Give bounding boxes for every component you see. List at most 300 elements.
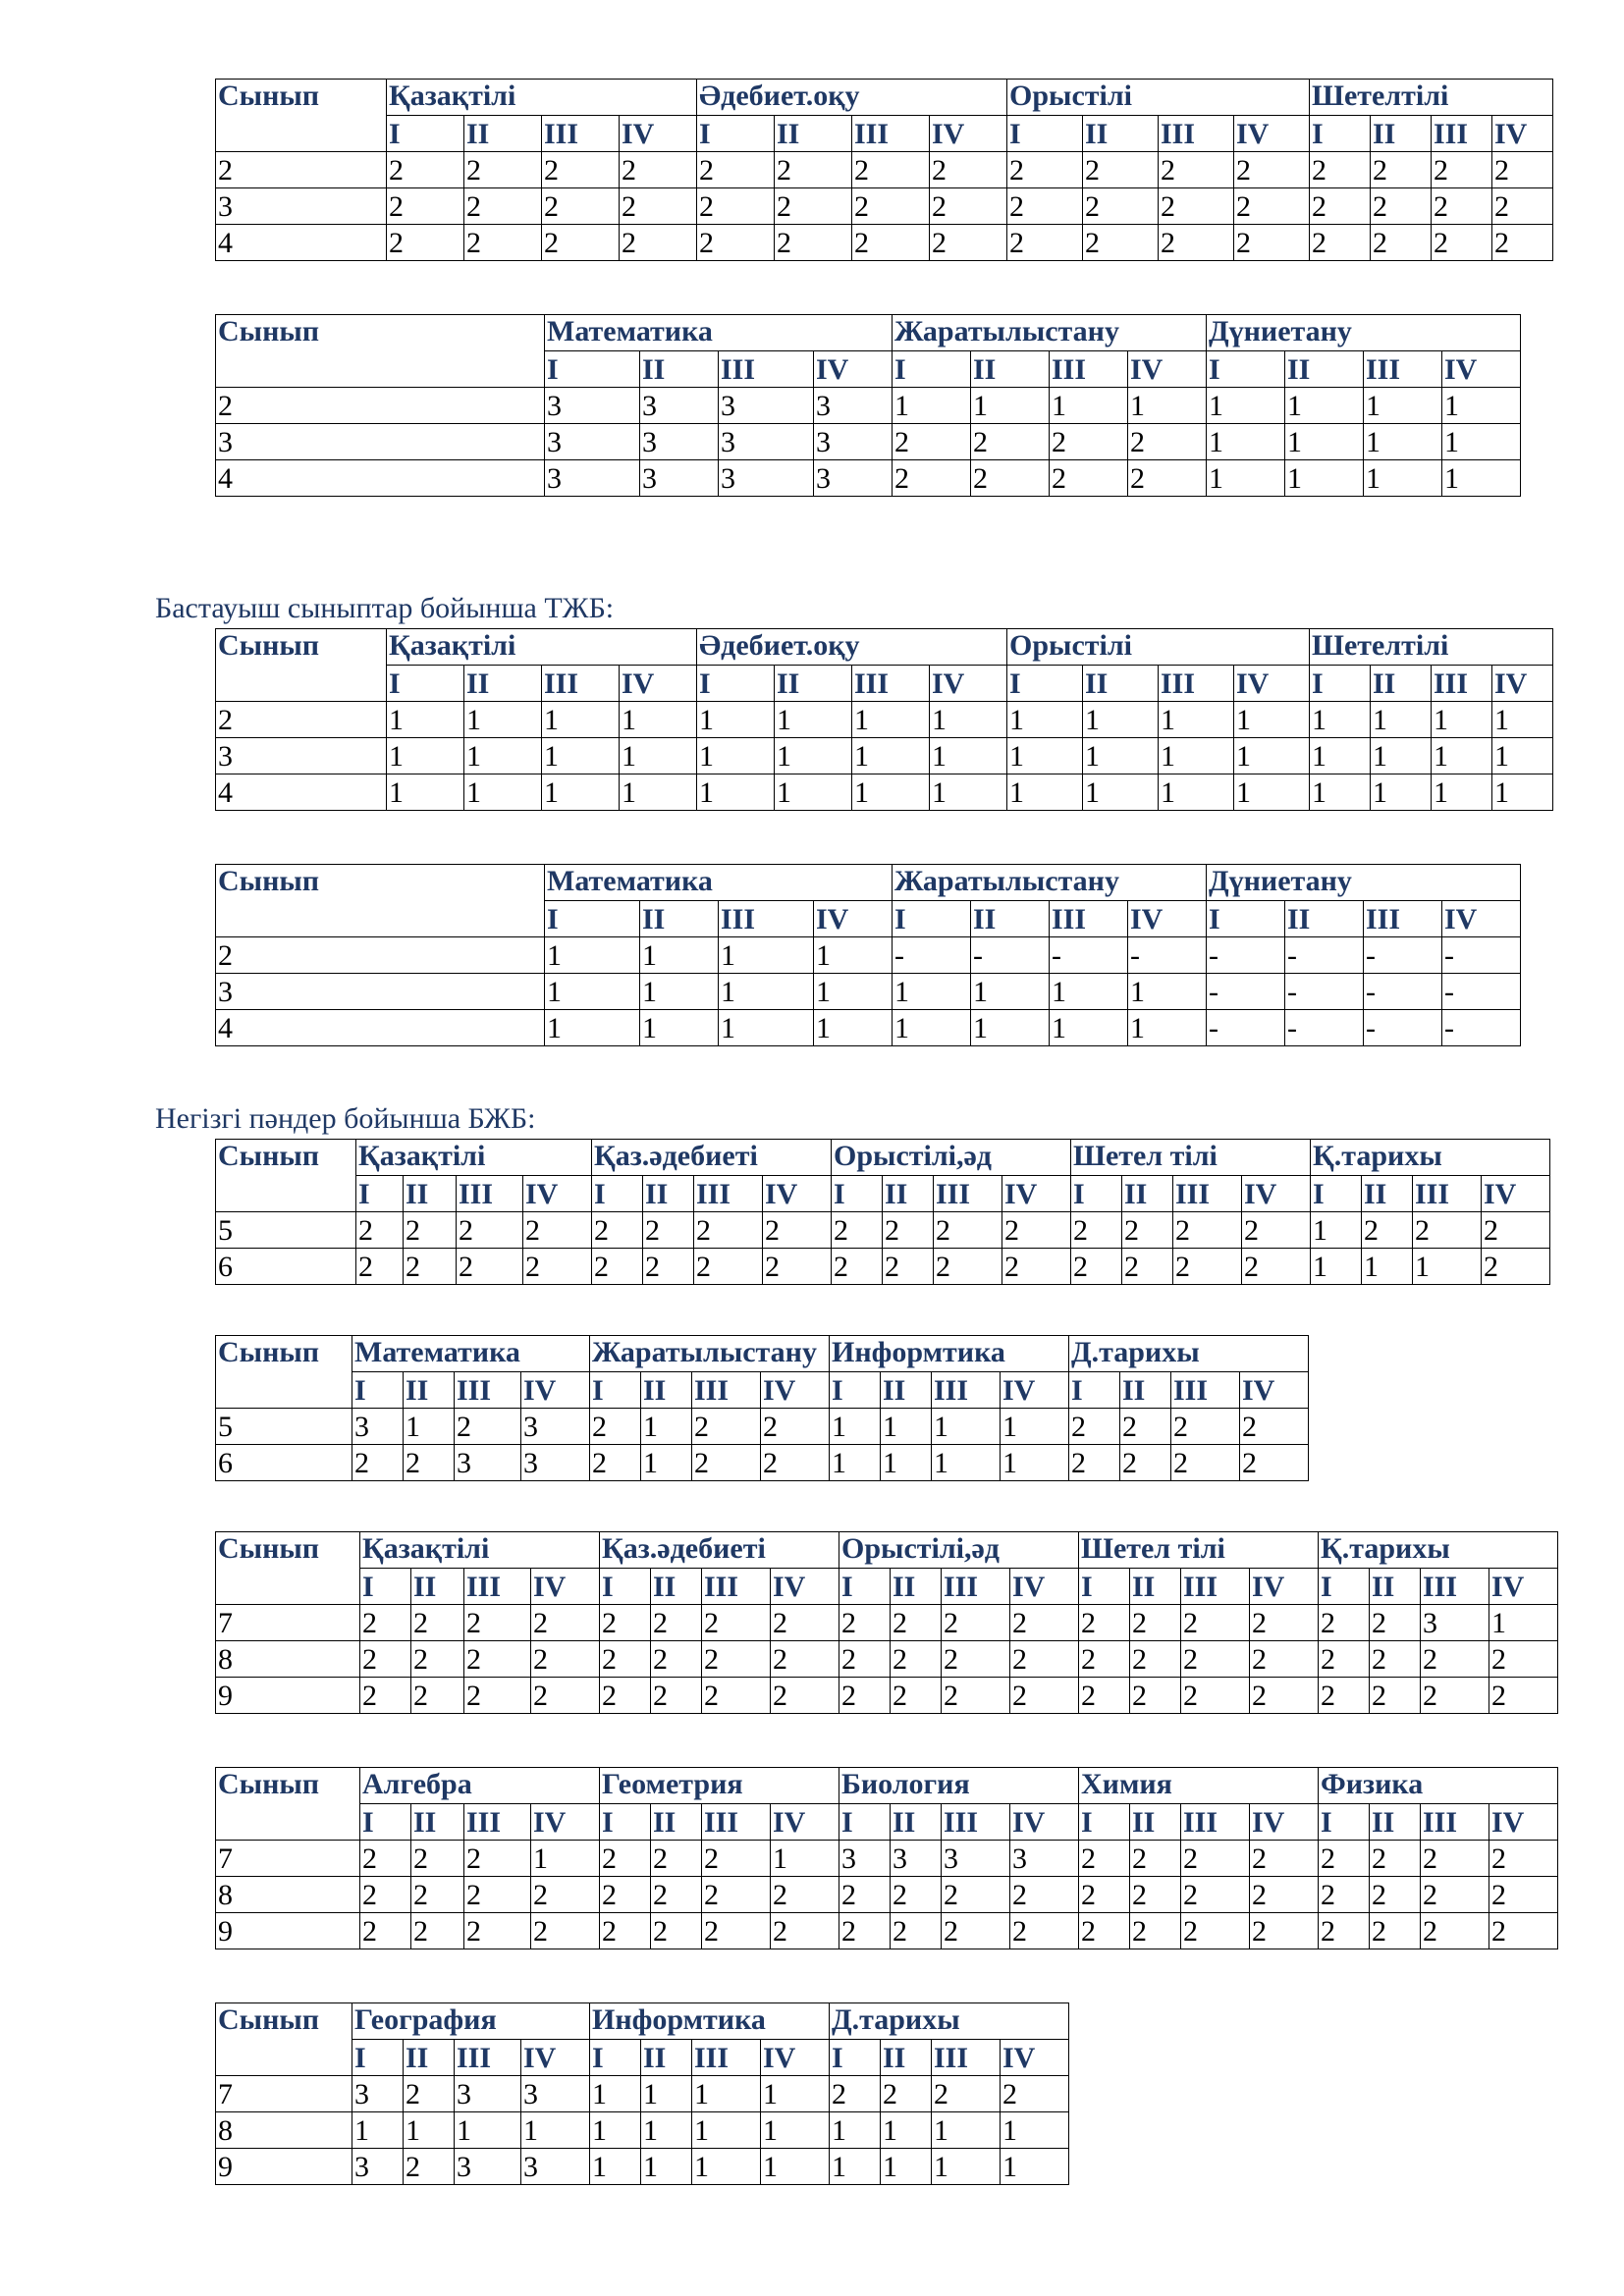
quarter-header: III — [932, 2040, 1001, 2076]
value-cell: 2 — [1489, 1913, 1558, 1949]
value-cell: 2 — [771, 1913, 839, 1949]
value-cell: 2 — [971, 460, 1050, 497]
quarter-header: III — [1173, 1176, 1242, 1212]
grade-table-5 — [215, 1139, 1550, 1285]
value-cell: 2 — [1007, 152, 1083, 188]
value-cell: 3 — [455, 2149, 521, 2185]
value-cell: 2 — [404, 1212, 457, 1249]
quarter-header: I — [387, 116, 464, 152]
quarter-header: II — [971, 901, 1050, 937]
value-cell: 2 — [1181, 1841, 1250, 1877]
value-cell: 2 — [651, 1913, 702, 1949]
quarter-header: IV — [531, 1804, 600, 1841]
value-cell: 2 — [455, 1409, 521, 1445]
value-cell: 2 — [1071, 1249, 1122, 1285]
quarter-header: II — [464, 116, 542, 152]
value-cell: 1 — [1310, 774, 1371, 811]
value-cell: 1 — [1285, 424, 1364, 460]
value-cell: 2 — [1242, 1249, 1311, 1285]
value-cell: 1 — [641, 2112, 692, 2149]
subject-header: Биология — [839, 1768, 1079, 1804]
value-cell: 1 — [590, 2149, 641, 2185]
value-cell: 2 — [771, 1678, 839, 1714]
value-cell: - — [1442, 974, 1521, 1010]
table-row — [216, 1212, 1550, 1249]
table-row — [216, 1678, 1558, 1714]
value-cell: 2 — [1130, 1605, 1181, 1641]
value-cell: 2 — [464, 1605, 531, 1641]
value-cell: 1 — [1442, 460, 1521, 497]
value-cell: 2 — [1370, 1641, 1421, 1678]
value-cell: 2 — [360, 1605, 411, 1641]
value-cell: 1 — [1007, 702, 1083, 738]
value-cell: 1 — [641, 1445, 692, 1481]
value-cell: 2 — [1310, 225, 1371, 261]
value-cell: 2 — [1492, 152, 1553, 188]
quarter-header: IV — [1242, 1176, 1311, 1212]
quarter-header: III — [1159, 116, 1234, 152]
quarter-header: I — [1319, 1569, 1370, 1605]
quarter-header: I — [1311, 1176, 1362, 1212]
value-cell: 2 — [360, 1841, 411, 1877]
value-cell: 2 — [930, 152, 1007, 188]
quarter-header: IV — [930, 116, 1007, 152]
quarter-header: IV — [620, 666, 697, 702]
quarter-header: III — [852, 116, 930, 152]
quarter-header: I — [1310, 116, 1371, 152]
quarter-header: III — [1181, 1804, 1250, 1841]
header-row-subjects — [216, 629, 1553, 666]
value-cell: - — [1364, 1010, 1442, 1046]
table-row — [216, 1445, 1309, 1481]
value-cell: 3 — [1010, 1841, 1079, 1877]
value-cell: 3 — [942, 1841, 1010, 1877]
class-column-header: Сынып — [216, 315, 545, 388]
value-cell: 1 — [881, 2112, 932, 2149]
value-cell: 2 — [1079, 1605, 1130, 1641]
table-row — [216, 460, 1521, 497]
value-cell: 2 — [1421, 1641, 1489, 1678]
value-cell: 2 — [1370, 1913, 1421, 1949]
value-cell: 1 — [1285, 460, 1364, 497]
quarter-header: IV — [1010, 1804, 1079, 1841]
value-cell: 2 — [1181, 1605, 1250, 1641]
value-cell: 3 — [719, 460, 814, 497]
quarter-header: III — [692, 2040, 761, 2076]
value-cell: 1 — [1442, 388, 1521, 424]
header-row-subjects — [216, 1336, 1309, 1372]
value-cell: 1 — [775, 702, 852, 738]
table-row — [216, 1409, 1309, 1445]
value-cell: 1 — [881, 1409, 932, 1445]
value-cell: 2 — [1250, 1841, 1319, 1877]
class-column-header: Сынып — [216, 865, 545, 937]
value-cell: 1 — [641, 1409, 692, 1445]
quarter-header: II — [1083, 666, 1159, 702]
value-cell: 1 — [404, 1409, 455, 1445]
value-cell: 2 — [651, 1605, 702, 1641]
quarter-header: II — [971, 351, 1050, 388]
value-cell: 2 — [891, 1605, 942, 1641]
quarter-header: III — [692, 1372, 761, 1409]
value-cell: 1 — [641, 2076, 692, 2112]
quarter-header: I — [1079, 1569, 1130, 1605]
value-cell: 2 — [643, 1249, 694, 1285]
value-cell: 2 — [600, 1877, 651, 1913]
value-cell: 1 — [830, 2112, 881, 2149]
value-cell: 2 — [1130, 1641, 1181, 1678]
quarter-header: II — [640, 901, 719, 937]
value-cell: 1 — [1083, 738, 1159, 774]
value-cell: 2 — [1492, 225, 1553, 261]
subject-header: Дүниетану — [1207, 865, 1521, 901]
value-cell: 2 — [620, 188, 697, 225]
quarter-header: IV — [1489, 1569, 1558, 1605]
value-cell: 3 — [352, 1409, 404, 1445]
value-cell: 2 — [1173, 1212, 1242, 1249]
quarter-header: IV — [1492, 666, 1553, 702]
value-cell: 2 — [1128, 424, 1207, 460]
value-cell: 2 — [775, 152, 852, 188]
grade-cell: 2 — [216, 152, 387, 188]
value-cell: 3 — [891, 1841, 942, 1877]
value-cell: 2 — [771, 1605, 839, 1641]
value-cell: 2 — [1083, 152, 1159, 188]
value-cell: 1 — [893, 974, 971, 1010]
quarter-header: IV — [1442, 901, 1521, 937]
value-cell: 2 — [1181, 1678, 1250, 1714]
value-cell: 1 — [852, 702, 930, 738]
quarter-header: III — [852, 666, 930, 702]
value-cell: 2 — [352, 1445, 404, 1481]
value-cell: - — [1442, 1010, 1521, 1046]
quarter-header: II — [891, 1804, 942, 1841]
grade-table-9 — [215, 2002, 1069, 2185]
subject-header: Жаратылыстану — [893, 315, 1207, 351]
value-cell: 2 — [830, 2076, 881, 2112]
header-row-subjects — [216, 315, 1521, 351]
value-cell: 1 — [1432, 702, 1492, 738]
value-cell: 1 — [1001, 2112, 1069, 2149]
value-cell: 3 — [814, 460, 893, 497]
value-cell: 1 — [761, 2076, 830, 2112]
value-cell: 1 — [464, 702, 542, 738]
quarter-header: IV — [1489, 1804, 1558, 1841]
value-cell: 2 — [692, 1445, 761, 1481]
value-cell: 1 — [1128, 1010, 1207, 1046]
quarter-header: IV — [1128, 351, 1207, 388]
quarter-header: III — [702, 1569, 771, 1605]
quarter-header: I — [387, 666, 464, 702]
value-cell: 1 — [932, 1445, 1001, 1481]
quarter-header: I — [356, 1176, 404, 1212]
grade-cell: 7 — [216, 1841, 360, 1877]
header-row-quarters — [216, 1176, 1550, 1212]
value-cell: 1 — [404, 2112, 455, 2149]
value-cell: 1 — [814, 1010, 893, 1046]
value-cell: 2 — [1181, 1877, 1250, 1913]
value-cell: 2 — [620, 225, 697, 261]
value-cell: 2 — [592, 1249, 643, 1285]
value-cell: 1 — [930, 774, 1007, 811]
quarter-header: II — [1130, 1804, 1181, 1841]
value-cell: 1 — [1050, 388, 1128, 424]
value-cell: 3 — [640, 460, 719, 497]
quarter-header: I — [1207, 901, 1285, 937]
value-cell: 2 — [1250, 1641, 1319, 1678]
value-cell: 2 — [531, 1913, 600, 1949]
header-row-quarters — [216, 1372, 1309, 1409]
quarter-header: I — [893, 901, 971, 937]
value-cell: 1 — [1083, 702, 1159, 738]
value-cell: 2 — [356, 1249, 404, 1285]
value-cell: 1 — [893, 388, 971, 424]
quarter-header: II — [1370, 1804, 1421, 1841]
value-cell: 2 — [852, 152, 930, 188]
value-cell: 1 — [932, 2112, 1001, 2149]
value-cell: 2 — [360, 1877, 411, 1913]
subject-header: Қазақтілі — [356, 1140, 592, 1176]
value-cell: 1 — [1442, 424, 1521, 460]
header-row-quarters — [216, 1804, 1558, 1841]
grade-cell: 2 — [216, 937, 545, 974]
value-cell: 1 — [692, 2112, 761, 2149]
quarter-header: IV — [1001, 2040, 1069, 2076]
value-cell: 1 — [1128, 974, 1207, 1010]
value-cell: 1 — [641, 2149, 692, 2185]
value-cell: 2 — [1130, 1841, 1181, 1877]
table-row — [216, 1913, 1558, 1949]
value-cell: 2 — [1319, 1877, 1370, 1913]
quarter-header: III — [1432, 666, 1492, 702]
value-cell: 2 — [930, 225, 1007, 261]
value-cell: 2 — [1489, 1841, 1558, 1877]
quarter-header: III — [719, 901, 814, 937]
quarter-header: IV — [1240, 1372, 1309, 1409]
quarter-header: IV — [1250, 1569, 1319, 1605]
quarter-header: III — [942, 1569, 1010, 1605]
quarter-header: I — [830, 1372, 881, 1409]
class-column-header: Сынып — [216, 80, 387, 152]
value-cell: 2 — [771, 1877, 839, 1913]
header-row-subjects — [216, 865, 1521, 901]
value-cell: 2 — [839, 1913, 891, 1949]
value-cell: 1 — [814, 937, 893, 974]
value-cell: 2 — [600, 1841, 651, 1877]
value-cell: 2 — [1432, 225, 1492, 261]
value-cell: 2 — [1371, 152, 1432, 188]
value-cell: 2 — [620, 152, 697, 188]
quarter-header: III — [542, 116, 620, 152]
value-cell: 2 — [531, 1678, 600, 1714]
value-cell: 2 — [360, 1913, 411, 1949]
value-cell: 2 — [934, 1212, 1002, 1249]
value-cell: 1 — [387, 738, 464, 774]
quarter-header: I — [1319, 1804, 1370, 1841]
value-cell: 1 — [761, 2112, 830, 2149]
value-cell: 1 — [455, 2112, 521, 2149]
quarter-header: II — [1370, 1569, 1421, 1605]
value-cell: 2 — [1242, 1212, 1311, 1249]
value-cell: 1 — [1159, 774, 1234, 811]
value-cell: 2 — [1010, 1678, 1079, 1714]
value-cell: 2 — [542, 188, 620, 225]
quarter-header: I — [832, 1176, 883, 1212]
subject-header: Математика — [545, 865, 893, 901]
quarter-header: IV — [523, 1176, 592, 1212]
quarter-header: III — [1432, 116, 1492, 152]
quarter-header: IV — [814, 351, 893, 388]
value-cell: 2 — [1120, 1445, 1171, 1481]
value-cell: 1 — [692, 2149, 761, 2185]
quarter-header: II — [643, 1176, 694, 1212]
subject-header: Қазақтілі — [360, 1532, 600, 1569]
subject-header: Информтика — [830, 1336, 1069, 1372]
value-cell: 1 — [893, 1010, 971, 1046]
value-cell: 2 — [1181, 1913, 1250, 1949]
table-row — [216, 774, 1553, 811]
value-cell: 1 — [932, 1409, 1001, 1445]
value-cell: 1 — [719, 974, 814, 1010]
value-cell: 2 — [697, 188, 775, 225]
value-cell: 3 — [814, 424, 893, 460]
quarter-header: II — [775, 116, 852, 152]
value-cell: 2 — [1079, 1877, 1130, 1913]
value-cell: 1 — [542, 702, 620, 738]
quarter-header: III — [542, 666, 620, 702]
value-cell: 1 — [830, 2149, 881, 2185]
class-column-header: Сынып — [216, 1336, 352, 1409]
value-cell: 2 — [1250, 1605, 1319, 1641]
subject-header: Орыстілі — [1007, 629, 1310, 666]
value-cell: 2 — [1421, 1841, 1489, 1877]
value-cell: 2 — [702, 1877, 771, 1913]
quarter-header: IV — [531, 1569, 600, 1605]
value-cell: 2 — [1069, 1409, 1120, 1445]
quarter-header: IV — [521, 1372, 590, 1409]
value-cell: 2 — [1240, 1409, 1309, 1445]
subject-header: Шетелтілі — [1310, 629, 1553, 666]
value-cell: 2 — [1159, 225, 1234, 261]
value-cell: 1 — [620, 702, 697, 738]
value-cell: 2 — [1007, 225, 1083, 261]
value-cell: 2 — [761, 1445, 830, 1481]
quarter-header: I — [545, 901, 640, 937]
value-cell: 2 — [839, 1605, 891, 1641]
grade-cell: 3 — [216, 738, 387, 774]
subject-header: Жаратылыстану — [590, 1336, 830, 1372]
quarter-header: IV — [761, 2040, 830, 2076]
quarter-header: II — [891, 1569, 942, 1605]
quarter-header: I — [1071, 1176, 1122, 1212]
grade-cell: 3 — [216, 974, 545, 1010]
subject-header: Орыстілі — [1007, 80, 1310, 116]
value-cell: 1 — [881, 2149, 932, 2185]
value-cell: 1 — [521, 2112, 590, 2149]
value-cell: 2 — [1370, 1678, 1421, 1714]
quarter-header: I — [360, 1804, 411, 1841]
value-cell: 1 — [1159, 738, 1234, 774]
subject-header: Қазақтілі — [387, 80, 697, 116]
value-cell: 1 — [719, 937, 814, 974]
quarter-header: III — [1421, 1804, 1489, 1841]
value-cell: 2 — [411, 1841, 464, 1877]
table-row — [216, 738, 1553, 774]
value-cell: 2 — [1122, 1212, 1173, 1249]
value-cell: 2 — [891, 1678, 942, 1714]
quarter-header: I — [839, 1569, 891, 1605]
value-cell: 3 — [719, 424, 814, 460]
value-cell: 2 — [1130, 1678, 1181, 1714]
value-cell: 2 — [1010, 1913, 1079, 1949]
quarter-header: III — [1364, 901, 1442, 937]
value-cell: 1 — [352, 2112, 404, 2149]
value-cell: 1 — [1007, 774, 1083, 811]
value-cell: 2 — [356, 1212, 404, 1249]
value-cell: 3 — [545, 388, 640, 424]
value-cell: 1 — [1413, 1249, 1482, 1285]
quarter-header: IV — [1492, 116, 1553, 152]
header-row-quarters — [216, 1569, 1558, 1605]
table-row — [216, 152, 1553, 188]
value-cell: 1 — [1207, 424, 1285, 460]
header-row-subjects — [216, 2003, 1069, 2040]
quarter-header: I — [830, 2040, 881, 2076]
value-cell: 1 — [1371, 702, 1432, 738]
value-cell: 1 — [1285, 388, 1364, 424]
value-cell: 2 — [839, 1641, 891, 1678]
value-cell: 2 — [651, 1877, 702, 1913]
quarter-header: I — [839, 1804, 891, 1841]
value-cell: 2 — [697, 225, 775, 261]
value-cell: - — [1364, 974, 1442, 1010]
value-cell: 1 — [1492, 702, 1553, 738]
value-cell: 2 — [1319, 1641, 1370, 1678]
value-cell: 2 — [883, 1212, 934, 1249]
value-cell: 2 — [1362, 1212, 1413, 1249]
subject-header: Математика — [545, 315, 893, 351]
quarter-header: II — [883, 1176, 934, 1212]
table-row — [216, 1641, 1558, 1678]
value-cell: 2 — [942, 1605, 1010, 1641]
value-cell: 2 — [1310, 188, 1371, 225]
value-cell: 2 — [651, 1641, 702, 1678]
value-cell: 2 — [1083, 188, 1159, 225]
value-cell: 2 — [1079, 1678, 1130, 1714]
value-cell: 2 — [1370, 1877, 1421, 1913]
value-cell: 2 — [702, 1678, 771, 1714]
value-cell: 2 — [531, 1641, 600, 1678]
value-cell: 1 — [1364, 460, 1442, 497]
quarter-header: III — [1421, 1569, 1489, 1605]
value-cell: 1 — [971, 388, 1050, 424]
value-cell: 3 — [814, 388, 893, 424]
value-cell: 2 — [1413, 1212, 1482, 1249]
table-row — [216, 2076, 1069, 2112]
value-cell: 1 — [1364, 424, 1442, 460]
grade-cell: 9 — [216, 1913, 360, 1949]
quarter-header: I — [697, 116, 775, 152]
quarter-header: II — [881, 1372, 932, 1409]
value-cell: 1 — [1234, 738, 1310, 774]
value-cell: 2 — [1050, 424, 1128, 460]
value-cell: 2 — [600, 1678, 651, 1714]
class-column-header: Сынып — [216, 629, 387, 702]
quarter-header: II — [1371, 116, 1432, 152]
value-cell: 1 — [640, 1010, 719, 1046]
quarter-header: II — [1120, 1372, 1171, 1409]
value-cell: 2 — [971, 424, 1050, 460]
